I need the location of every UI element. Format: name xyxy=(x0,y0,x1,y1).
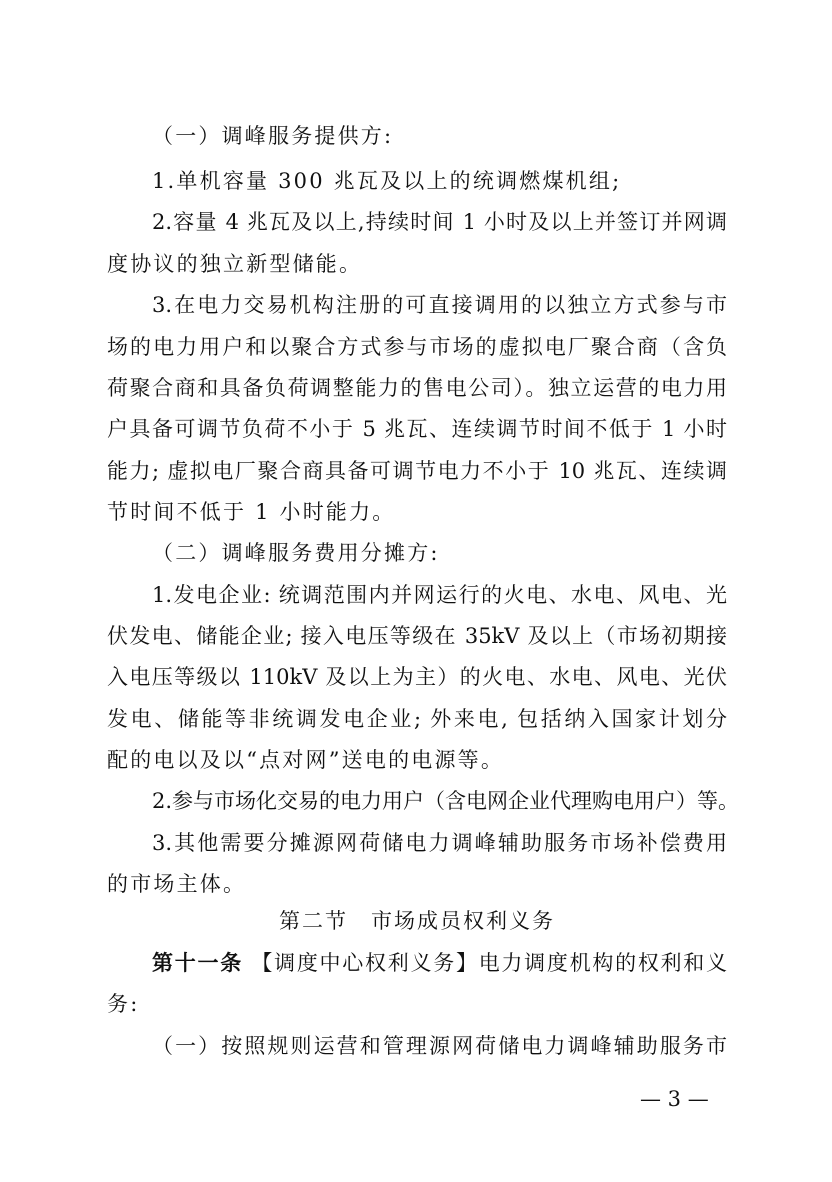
paragraph-line: 伏发电、储能企业; 接入电压等级在 35kV 及以上（市场初期接 xyxy=(107,624,727,648)
paragraph-line: 1.单机容量 300 兆瓦及以上的统调燃煤机组; xyxy=(152,169,622,193)
paragraph-line: 的市场主体。 xyxy=(107,872,247,896)
subheading-cost-sharing: （二）调峰服务费用分摊方: xyxy=(152,541,440,565)
paragraph-line: 发电、储能等非统调发电企业; 外来电, 包括纳入国家计划分 xyxy=(107,707,727,731)
subheading-providers: （一）调峰服务提供方: xyxy=(152,124,394,148)
page-number: — 3 — xyxy=(640,1087,709,1111)
paragraph-line: 2.容量 4 兆瓦及以上,持续时间 1 小时及以上并签订并网调 xyxy=(152,210,727,234)
section-heading: 第二节 市场成员权利义务 xyxy=(279,909,555,933)
paragraph-line: 荷聚合商和具备负荷调整能力的售电公司）。独立运营的电力用 xyxy=(107,376,727,400)
paragraph-line: （一）按照规则运营和管理源网荷储电力调峰辅助服务市 xyxy=(152,1034,727,1058)
paragraph-line: 2.参与市场化交易的电力用户（含电网企业代理购电用户）等。 xyxy=(152,789,740,813)
paragraph-line: 配的电以及以“点对网”送电的电源等。 xyxy=(107,748,505,772)
article-line xyxy=(152,948,727,978)
paragraph-line: 度协议的独立新型储能。 xyxy=(107,252,363,276)
article-text: 电力调度机构的权利和义 xyxy=(478,951,728,975)
article-continuation: 务: xyxy=(107,992,140,1016)
paragraph-line: 3.其他需要分摊源网荷储电力调峰辅助服务市场补偿费用 xyxy=(152,831,727,855)
paragraph-line: 能力; 虚拟电厂聚合商具备可调节电力不小于 10 兆瓦、连续调 xyxy=(107,459,727,483)
paragraph-line: 户具备可调节负荷不小于 5 兆瓦、连续调节时间不低于 1 小时 xyxy=(107,417,727,441)
paragraph-line: 场的电力用户和以聚合方式参与市场的虚拟电厂聚合商（含负 xyxy=(107,335,727,359)
article-bracket-title: 【调度中心权利义务】 xyxy=(251,951,479,975)
paragraph-line: 1.发电企业: 统调范围内并网运行的火电、水电、风电、光 xyxy=(152,583,727,607)
paragraph-line: 3.在电力交易机构注册的可直接调用的以独立方式参与市 xyxy=(152,293,727,317)
article-label: 第十一条 xyxy=(152,950,243,975)
paragraph-line: 节时间不低于 1 小时能力。 xyxy=(107,500,396,524)
paragraph-line: 入电压等级以 110kV 及以上为主）的火电、水电、风电、光伏 xyxy=(107,665,727,689)
